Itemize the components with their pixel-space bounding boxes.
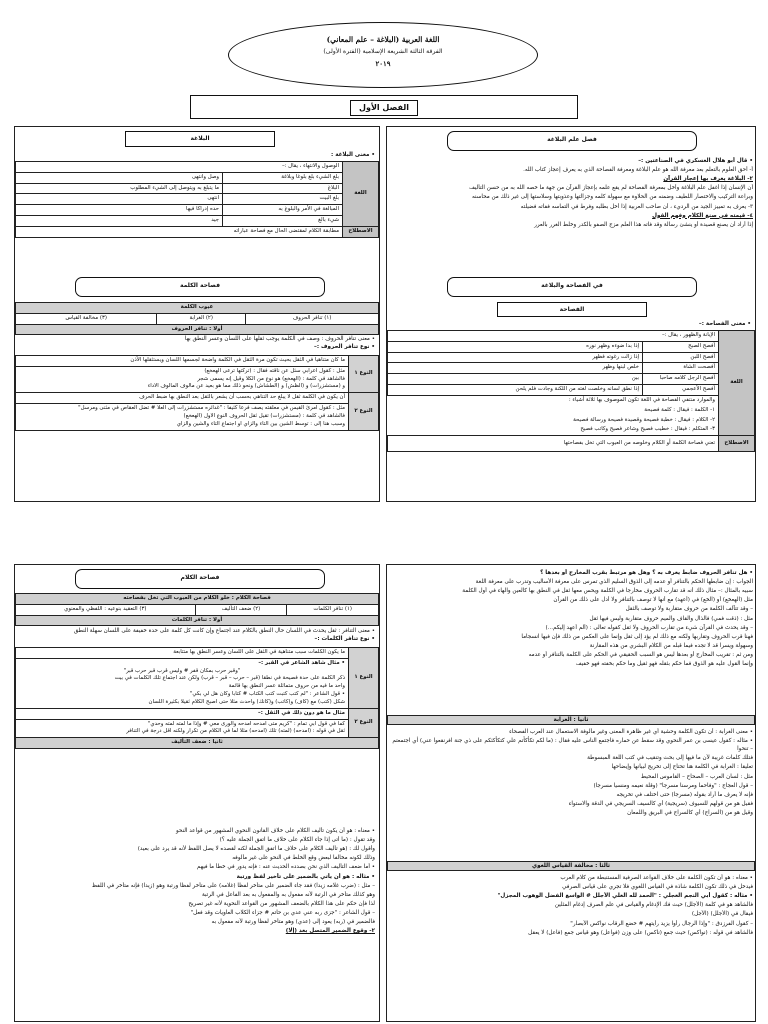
p2-right-line: الجواب : إن ضابطها الحكم بالتنافر أو عدمه إلى الذوق السليم الذي تمرس على معرفة الأساليب وتدرب على معرفة اللغة bbox=[475, 579, 753, 586]
p2-defects-table bbox=[15, 593, 379, 626]
p2-gharaba-line: – قول العجاج : "وفاحما ومرسنا مسرجا" (وقلة نعيمه ومنسيا مسرجا) bbox=[593, 782, 753, 789]
p1-right-item: ٤- قيمته في صنع الكلام وفهم القول bbox=[652, 212, 753, 219]
p2-kinds-table bbox=[15, 647, 379, 749]
p1-describe-item: ٢- الكلام : فيقال : خطبة فصيحة وقصيدة فصيحة ورسالة فصيحة bbox=[573, 416, 715, 423]
p2-right-top-block bbox=[391, 569, 753, 715]
p2-right-line: – وقد يحدث في القرآن شيء من تقارب الحروف ولا ثقل كقوله تعالى : (ألم أعهد إليكم...) bbox=[545, 624, 753, 631]
p2-kinds-wrap bbox=[15, 647, 379, 749]
example-line: كما في قول أبي تمام : "كريم متى أمدحه أمدحه والورى معي # وإذا ما لمته لمته وحدي" bbox=[147, 720, 345, 727]
p2-gharaba-line: • معنى الغرابة : أن تكون الكلمة وحشية أي غير ظاهرة المعنى وغير مألوفة الاستعمال عند العرب الفصحاء bbox=[509, 729, 753, 735]
table-cell: المبالغة في الأمر والبلوغ به bbox=[223, 205, 343, 216]
p2-qiyas-line: فالشاهد هو في كلمة (الأجلل) حيث فك الإدغام والقياس في علم الصرف إدغام المثلين bbox=[554, 902, 753, 909]
p1-right-intro: • قال أبو هلال العسكري في الصناعتين :– bbox=[638, 158, 753, 164]
p1-first-defs bbox=[19, 335, 375, 355]
p1-fasaha-lugha-intro: الإبانة والظهور ، يقال :– bbox=[388, 331, 719, 342]
p2-gharaba-line: فإنه لا يعرف ما أراد بقوله (مسرجا) حتى اختلف في تخريجه bbox=[616, 791, 753, 798]
p2-right-line: – وقد تتآلف الكلمة من حروف متقاربة ولا توصف بالثقل bbox=[625, 606, 753, 613]
p2-second-head-right: ثانيا : الغرابة bbox=[387, 715, 755, 725]
page-gap bbox=[0, 504, 768, 560]
p2-third-head: ثالثا : مخالفة القياس اللغوي bbox=[387, 861, 755, 871]
p2-kind1-examples bbox=[16, 658, 349, 708]
p2-def-bar: فصاحة الكلام : خلو الكلام من العيوب التي تخل بفصاحته bbox=[16, 594, 379, 605]
example-line: ثقل في قوله : (أمدحه) (لمته) تلك (أمدحه) مثلا لما في الكلام من تكرار ولكنه أقل درجة في التنافر bbox=[126, 728, 345, 735]
p1-right-item: أن الإنسان إذا أغفل علم البلاغة وأخل بمعرفة الفصاحة لم يقع علمه بإعجاز القرآن من جهة ما خصه الله به من حسن التأليف bbox=[469, 185, 753, 192]
p2-first-defs bbox=[19, 627, 375, 647]
chapter-title: الفصل الأول bbox=[350, 100, 418, 116]
table-cell: إذا بدا ضوءه وظهر نوره bbox=[388, 341, 643, 352]
p1-word-title: فصاحة الكلمة bbox=[75, 277, 325, 297]
p1-right-title: فصل علم البلاغة bbox=[447, 131, 697, 151]
defect-cell: (١) تنافر الحروف bbox=[246, 313, 379, 324]
p2-gharaba-line: فتلك كلمات غريبة لأن ما فيها إلى بحث وتنقيب في كتب اللغة المبسوطة bbox=[587, 755, 753, 762]
defect-cell: (٣) التعقيد بنوعيه : اللفظي والمعنوي bbox=[16, 604, 196, 615]
table-cell: إذا نطق لسانه وخلصت لغته من اللكنة وجادت فلم يلحن bbox=[388, 385, 643, 396]
p1-first-def: • معنى تنافر الحروف : وصف في الكلمة يوجب ثقلها على اللسان وعسر النطق بها bbox=[184, 336, 375, 342]
p1-fasaha-label: الفصاحة bbox=[497, 302, 647, 317]
page-two bbox=[0, 560, 768, 1024]
p1-fasaha-table-wrap bbox=[387, 330, 755, 452]
p2-qiyas-line: • مثاله : كقول أبي النجم العجلي : "الحمد لله العلي الأجلل # الواسع الفضل الوهوب المجزل" bbox=[497, 893, 753, 900]
table-cell: شيء بالغ bbox=[223, 216, 343, 227]
page-one bbox=[0, 0, 768, 504]
p1-right-item: وبراعة التركيب والاختصار اللطيف وضمنه من الحلاوة مع سهولة كلمه وجزالتها وعذوبتها وسلاستها إلى غير ذلك من محاسنه bbox=[472, 194, 753, 201]
example-line: • قول الشاعر : "لم كتب كتبت كتب الكتاب # كتابا وكان هل لي بكي" bbox=[189, 691, 345, 698]
p2-first-def: • معنى التنافر : ثقل يحدث في اللسان حال النطق بالكلام عند اجتماع وإن كانت كل كلمة على حدة خفيفة على اللسان سهلة النطق bbox=[73, 628, 375, 634]
p2-gharaba-line: مثل : لسان العرب – الصحاح – القاموس المحيط bbox=[640, 773, 753, 780]
p1-balagha-table-wrap bbox=[15, 161, 379, 238]
p1-right-intro-block bbox=[391, 157, 753, 275]
table-cell: أفصح الصبح bbox=[643, 341, 719, 352]
p2-second-line: – مثل : (ضرب غلامه زيدا) فقد جاء الضمير على متأخر لفظا (غلامه) على متأخر لفظا ورتبة وهو (زيدا) فإنه متأخر في اللفظ bbox=[91, 882, 375, 889]
p2-second-line: لذا فإن حكم على هذا الكلام بالضعف المشهور من القواعد النحوية لأنه غير تصريح bbox=[188, 900, 375, 907]
table-cell: إذا زالت رغوته فظهر bbox=[388, 352, 643, 363]
p2-second-line: • مثاله : هو أن يأتي بالضمير على تأخير لفظ ورتبة bbox=[236, 873, 375, 880]
table-cell: حده إدراكا فيها bbox=[16, 205, 223, 216]
p2-right-line: ومن ثم : تقريب المخارج أو بعدها ليس هو السبب الحقيقي في الحكم على الكلمة بالتنافر أو عدمه bbox=[528, 651, 753, 658]
example-line: واحد ما فيه من حروف متماثلة عسر النطق بها قائمة bbox=[228, 683, 345, 690]
table-cell: أفصحت الشاة bbox=[643, 363, 719, 374]
header-subject: اللغة العربية (البلاغة – علم المعاني) bbox=[326, 35, 440, 44]
example-line: مثل : كقول امرئ القيس في معلقته يصف فرعا كثيفا : "غدائره مستشزرات إلى العلا # تضل العقاص في مثنى ومرسل" bbox=[78, 405, 345, 412]
defect-cell: (١) تنافر الكلمات bbox=[287, 604, 379, 615]
p2-second-line: فالضمير في (ربه) يعود إلى (عدي) وهو متأخر لفظا ورتبة لأنه مفعول به bbox=[211, 919, 375, 926]
p2-kind2-examples bbox=[16, 719, 349, 738]
p1-describe-item: ١- الكلمة : فيقال : كلمة فصيحة bbox=[644, 406, 715, 413]
p2-kind1-label: النوع ١ bbox=[349, 648, 379, 709]
defect-cell: (٢) ضعف التأليف bbox=[195, 604, 287, 615]
example-line: • مثال شاهد الشاعر في القبر :– bbox=[258, 659, 345, 666]
table-cell: ما يتبلغ به ويتوصل إلى الشيء المطلوب bbox=[16, 183, 223, 194]
example-line: ذكر الكلمة على حدة فصيحة في نطقا (قبر – حرب – قبر – قرب) ولكن عند اجتماع تلك الكلمات في بيت bbox=[114, 675, 345, 682]
p2-second-line: ٢- وقوع الضمير المتصل بعد (إلا) bbox=[285, 928, 375, 935]
p2-gharaba-line: فقيل هو من قولهم للسيوف (سريجية) أي كالسيف السريجي في الدقة والاستواء bbox=[568, 800, 753, 807]
p2-kind2-label: النوع ٢ bbox=[349, 708, 379, 737]
table-cell: أفصح الأعجمي bbox=[643, 385, 719, 396]
p2-kind1-text: ما يكون الكلمات سبب متناهية في الثقل على اللسان وعسر النطق بها متتابعة bbox=[16, 648, 349, 659]
p2-gharaba-line: تعليقا : الغرابة في الكلمة هنا تحتاج إلى تخريج لبيانها وإيضاحها bbox=[611, 764, 753, 771]
p2-gharaba-line: • مثاله : كقول عيسى بن عمر النحوي وقد سقط عن حماره فاجتمع الناس عليه فقال : (ما لكم تكأكأتم علي كتكأكئكم على ذي جنة افرنقعوا عني) أي اجتمعتم – تنحوا bbox=[392, 738, 753, 753]
p2-second-line: • أما ضعف التأليف الذي نحن بصدده الحديث عنه : فإنه يدور في خطأ ما فيهم bbox=[196, 864, 375, 871]
table-cell: أفصح الرجل كلامه صاحبا bbox=[643, 374, 719, 385]
p1-kind2-examples bbox=[16, 404, 349, 430]
p2-qiyas-line: فيدخل في ذلك تكون الكلمة شاذة في القياس اللغوي فلا تجري على قياس الصرفي bbox=[562, 884, 753, 891]
p1-left-title: البلاغة bbox=[125, 131, 275, 147]
p1-right-column bbox=[386, 126, 756, 502]
p1-kind1-label: النوع ١ bbox=[349, 356, 379, 393]
p2-left-column bbox=[14, 564, 380, 1022]
p2-second-block bbox=[19, 827, 375, 1019]
header-oval bbox=[228, 22, 538, 88]
p2-right-line: وسهولة ويسرا قد لا تجده فيما قبله من الكلام البشري من هذه المقارنة bbox=[589, 642, 753, 649]
p1-balagha-istilah-label: الاصطلاح bbox=[343, 226, 379, 237]
p2-right-line: مثل : (ذقت فمي) فالذال والقاف والميم حروف متقاربة وليس فيها ثقل bbox=[589, 615, 753, 622]
p2-qiyas-line: • معناه : هو أن تكون الكلمة على خلاف القواعد الصرفية المستنبطة من كلام العرب bbox=[560, 875, 753, 881]
p2-right-line: مثل (الهعخع) أو (الخع) في (أعهد) مع أنها لا توصف بالتنافر ولا أدل على ذلك من القرآن bbox=[553, 597, 753, 604]
p1-fasaha-istilah-text: تعني فصاحة الكلمة أو الكلام وخلوصه من العيوب التي تخل بفصاحتها bbox=[388, 436, 719, 452]
table-cell: بين bbox=[388, 374, 643, 385]
p2-left-title: فصاحة الكلام bbox=[75, 569, 325, 589]
example-line: و (مستشزرات) و (الظش) و (الطشاش) ونحو ذلك مما هو بعيد عن مألوف المألوف الأداء bbox=[147, 383, 345, 390]
p2-right-line: سبيه بالمثال :– مثال ذلك أنه قد تقارب الحروف مخارجا في الكلمة ويحس معها ثقل في النطق بها كالعين والهاء في أول الكلمة bbox=[462, 588, 753, 595]
p1-kind1-examples bbox=[16, 366, 349, 392]
p2-first-head: أولا : تنافر الكلمات bbox=[16, 615, 379, 626]
example-line: شكل (كتب) مع (كاف) و(كاتب) و(كأنك) وأحدث مثلا حتى أصبح الكلام ثقيلا بكثيرة اللسان bbox=[148, 698, 345, 705]
p2-second-line: وقد تقول : (ما أتى إذا جاء الكلام على خلاف ما اتفق الجملة عليه ؟) bbox=[219, 837, 375, 844]
table-cell: خلص لبنها وظهر bbox=[388, 363, 643, 374]
p2-defects-wrap bbox=[15, 593, 379, 626]
p1-fasaha-table bbox=[387, 330, 755, 452]
p1-balagha-lugha-label: اللغة bbox=[343, 162, 379, 227]
example-line: مثل : كقول أعرابي سئل عن ناقته فقال : (تركتها ترعى الهعخع) bbox=[204, 367, 345, 374]
p1-describe-item: ٣- المتكلم : فيقال : خطيب فصيح وشاعر فصيح وكاتب فصيح bbox=[580, 426, 715, 433]
p1-defects-table bbox=[15, 302, 379, 335]
p1-kinds-head: • نوع تنافر الحروف :– bbox=[314, 344, 375, 351]
p1-balagha-istilah-text: مطابقة الكلام لمقتضى الحال مع فصاحة عباراته bbox=[16, 226, 343, 237]
table-cell: البلاغ bbox=[223, 183, 343, 194]
p1-balagha-meaning: • معنى البلاغة : bbox=[331, 152, 375, 158]
p2-gharaba-line: وقيل هو من (السراج) أي كالسراج في البريق واللمعان bbox=[627, 809, 753, 816]
p1-left-column bbox=[14, 126, 380, 502]
header-year: ٢٠١٩ bbox=[375, 58, 391, 68]
p1-right-item: ٣- يعرف به تمييز الجيد من الرديء ، أن صاحب العربية إذا أخل بطلبه وفرط في التماسه ففاته فضيلته bbox=[520, 203, 753, 210]
p2-right-line: • هل تنافر الحروف ضابط يعرف به ؟ وهل هو مرتبط بقرب المخارج أو بعدها ؟ bbox=[540, 570, 753, 576]
p1-right-item: ٢- البلاغة يعرف بها إعجاز القرآن bbox=[663, 176, 753, 183]
p1-describe: والموارد منتفي الفصاحة في اللغة تكون الموصوف بها ثلاثة أشياء : bbox=[568, 396, 715, 403]
p2-qiyas-line: فيقال في (الأجلل) (الأجل) bbox=[691, 911, 753, 918]
p1-section-fasaha-balagha: في الفصاحة والبلاغة bbox=[447, 277, 697, 297]
example-line: فالشاهد في كلمة : (الهعخع) هو نوع من الكلأ وقيل إنه يسمى شجر bbox=[197, 375, 345, 382]
p2-second-line: • معناه : هو أن يكون تأليف الكلام على خلاف القانون النحوي المشهور من قواعد النحو bbox=[176, 828, 375, 834]
p2-right-column bbox=[386, 564, 756, 1022]
p2-right-line: فهنا قرب الحروف وتقاربها ولكنه مع ذلك لم يؤد إلى ثقل وإنما على العكس من ذلك فإن فيها انسجاما bbox=[521, 633, 753, 640]
p1-kinds-table bbox=[15, 355, 379, 431]
header-grade: الفرقة الثالثة الشريعة الإسلامية (الفترة الأولى) bbox=[323, 47, 443, 55]
p2-second-line: وهو كذلك متأخر في الرتبة لأنه مفعول به والمفعول به بعد الفاعل في الرتبة bbox=[201, 891, 375, 898]
p1-balagha-lugha-intro: الوصول والانتهاء ، يقال :– bbox=[16, 162, 343, 173]
p1-fasaha-meaning: • معنى الفصاحة :– bbox=[698, 321, 751, 327]
p2-kinds-head: • نوع تنافر الكلمات :– bbox=[314, 636, 375, 643]
p2-qiyas-line: – كقول الفرزدق : "وإذا الرجال رأوا يزيد رأيتهم # خضع الرقاب نواكس الأبصار" bbox=[570, 920, 753, 927]
table-cell: انتهى bbox=[16, 194, 223, 205]
p1-fasaha-lugha-label: اللغة bbox=[719, 331, 755, 436]
example-line: "وقبر حرب بمكان قفر # وليس قرب قبر حرب قبر" bbox=[123, 667, 241, 674]
p2-kind2-text: مثال ما هو دون ذلك في الثقل :– bbox=[16, 708, 349, 719]
p1-fasaha-istilah-label: الاصطلاح bbox=[719, 436, 755, 452]
example-line: فالشاهد في كلمة : (مستشزرات) تقيل ثقل الحروف النوع الأول (الهعخع) bbox=[183, 412, 345, 419]
table-cell: جيد bbox=[16, 216, 223, 227]
table-cell: بلغ الشيء بلغ بلوغا وبلاغة bbox=[223, 172, 343, 183]
p2-qiyas-block bbox=[391, 874, 753, 1020]
p1-kind2-text: أن يكون في الكلمة ثقل لا يبلغ حد التناهي بحسب أن يشعر بالثقل بعد النطق بها ضبط الحرف bbox=[16, 393, 349, 404]
p1-kinds-wrap bbox=[15, 355, 379, 431]
p1-balagha-table bbox=[15, 161, 379, 238]
p2-second-line: وأقول لك : (هو تأليف الكلام على خلاف ما اتفق الجملة لكنه لقصده لا يصل اللفظ لأنه قد يرد على بعيد) bbox=[137, 846, 375, 853]
defect-cell: (٣) مخالفة القياس bbox=[16, 313, 157, 324]
table-cell: أفصح اللبن bbox=[643, 352, 719, 363]
chapter-box bbox=[190, 95, 578, 119]
p2-second-line: – قول الشاعر : "جزى ربه عني عدي بن حاتم # جزاء الكلاب العاويات وقد فعل" bbox=[190, 909, 375, 916]
p2-gharaba-block bbox=[391, 728, 753, 856]
p1-first-head: أولا : تنافر الحروف bbox=[16, 324, 379, 335]
example-line: وسبب هنا إلى : توسط الشين بين التاء والزاي أو اجتماع التاء والشين والزاي bbox=[176, 420, 345, 427]
p1-kind1-text: ما كان متناهيا في الثقل بحيث تكون مرة الثقل في الكلمة واضحة لجسمها اللسان ويستثقلها الأذن bbox=[16, 356, 349, 367]
p1-defects-wrap bbox=[15, 302, 379, 335]
p1-right-item: إذا أراد أن يصنع قصيدة أو ينشئ رسالة وقد فاته هذا العلم مزج الصفو بالكدر وخلط الغرر بالعرر bbox=[534, 221, 753, 228]
p1-right-item: أ- أحق العلوم بالتعلم بعد معرفة الله هو علم البلاغة ومعرفة الفصاحة الذي به يعرف إعجاز كتاب الله. bbox=[523, 167, 753, 174]
p2-second-line: وذلك لكونه مخالفا لبعض وقع الخلط في النحو على غير مألوفه bbox=[232, 855, 375, 862]
table-cell: وصل وانتهى bbox=[16, 172, 223, 183]
p2-qiyas-line: فالشاهد في قوله : (نواكس) حيث جمع (ناكس) على وزن (فواعل) وهو قياس جمع (فاعل) لا يعقل bbox=[528, 929, 753, 936]
defect-cell: (٢) الغرابة bbox=[157, 313, 246, 324]
p2-second-head: ثانيا : ضعف التأليف bbox=[16, 738, 379, 749]
p1-defects-head: عيوب الكلمة bbox=[16, 303, 379, 314]
p2-right-line: وإنما القول عليه هو الذوق فما حكم بثقله فهو ثقيل وما حكم بخفته فهو خفيف bbox=[575, 661, 753, 668]
table-cell: بلغ البيت bbox=[223, 194, 343, 205]
p1-kind2-label: النوع ٢ bbox=[349, 393, 379, 430]
